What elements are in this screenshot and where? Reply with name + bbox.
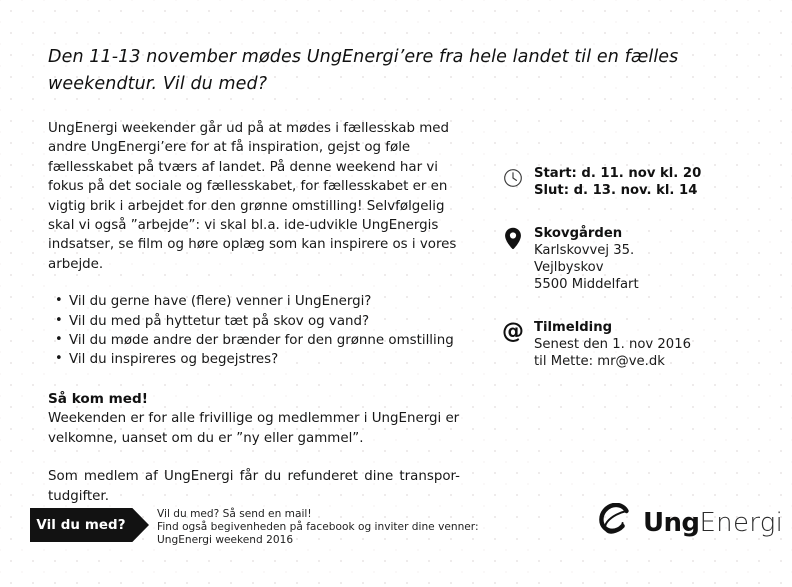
tag-label: Vil du med? [36, 517, 126, 533]
logo-wordmark [643, 510, 783, 536]
event-signup-row [502, 319, 752, 370]
signup-deadline: Senest den 1. nov 2016 [534, 337, 691, 352]
event-start-time: Start: d. 11. nov kl. 20 [534, 166, 702, 181]
list-item: • Vil du møde andre der brænder for den grønne omstilling [69, 331, 468, 350]
footer-line-1: Vil du med? Så send en mail! [157, 508, 312, 520]
transport-paragraph: Som medlem af UngEnergi får du refunderet dine transpor-tudgifter. [48, 469, 460, 504]
event-details-panel [502, 165, 752, 370]
page-title: Den 11-13 november mødes UngEnergi’ere fra hele landet til en fælles weekendtur. Vil du med? [48, 47, 679, 94]
logo-ung-text: Ung [643, 508, 700, 538]
main-content-column [48, 119, 468, 506]
stylized-e-icon [596, 503, 636, 543]
list-item: • Vil du inspireres og begejstres? [69, 350, 468, 369]
list-item: • Vil du med på hyttetur tæt på skov og vand? [69, 312, 468, 331]
footer-line-2: Find også begivenheden på facebook og inviter dine venner: [157, 521, 479, 534]
footer-line-3: UngEnergi weekend 2016 [157, 534, 294, 547]
event-end-time: Slut: d. 13. nov. kl. 14 [534, 183, 698, 198]
event-location-row [502, 225, 752, 293]
call-to-action-heading: Så kom med! [48, 390, 148, 407]
event-time-row [502, 165, 752, 199]
clock-icon [502, 167, 524, 189]
venue-street: Karlskovvej 35. [534, 243, 635, 258]
question-bullet-list [48, 292, 468, 370]
logo-energi-text: Energi [699, 508, 784, 538]
signup-contact-email: til Mette: mr@ve.dk [534, 354, 665, 369]
venue-city: 5500 Middelfart [534, 277, 639, 292]
signup-title: Tilmelding [534, 320, 613, 335]
map-pin-icon [502, 227, 524, 249]
intro-paragraph: UngEnergi weekender går ud på at mødes i fællesskab med andre UngEnergi’ere for at få inspiration, gejst og føle fællesskabet på tværs af landet. På denne weekend har vi fokus på det sociale og fællesskabet, for fællesskabet er en vigtig brik i arbejdet for den grønne omstilling! Selvfølgelig skal vi også ”arbejde”: vi skal bl.a. ide-udvikle UngEnergis indsatser, se film og høre oplæg som kan inspirere os i vores arbejde. [48, 121, 457, 272]
list-item: • Vil du gerne have (flere) venner i UngEnergi? [69, 292, 468, 311]
at-sign-icon [502, 321, 524, 343]
at-sign-glyph: @ [502, 319, 524, 344]
call-to-action-paragraph: Weekenden er for alle frivillige og medlemmer i UngEnergi er velkomne, uanset om du er ”ny eller gammel”. [48, 411, 460, 446]
ungenergi-logo [596, 503, 783, 543]
footer-contact-text [157, 508, 497, 548]
vil-du-med-tag [30, 508, 149, 542]
venue-name: Skovgården [534, 226, 623, 241]
venue-district: Vejlbyskov [534, 260, 604, 275]
